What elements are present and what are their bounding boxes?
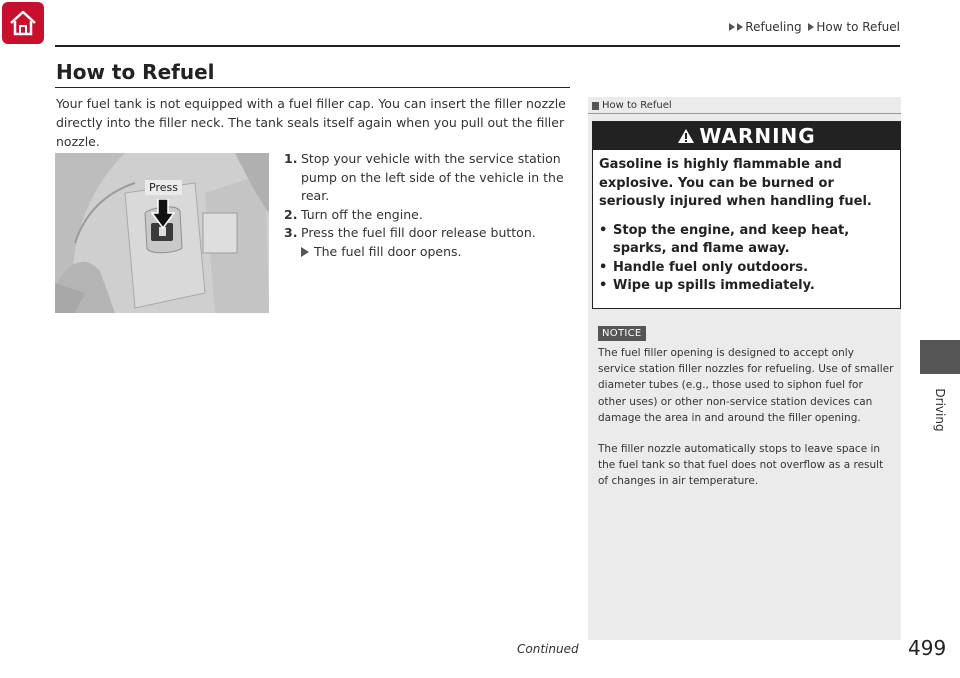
warning-bullet-text: Handle fuel only outdoors. [613,259,809,275]
bullet-dot-icon: • [599,222,608,238]
intro-paragraph: Your fuel tank is not equipped with a fuel filler cap. You can insert the filler nozzle directly into the filler neck. The tank seals itself again when you pull out the filler nozzle. [56,96,566,149]
sidebar-heading [588,97,901,114]
step-result [284,243,574,262]
breadcrumb-arrow-icon [808,23,814,31]
reference-marker-icon [592,102,599,110]
warning-bullet [599,277,892,296]
warning-triangle-icon [677,128,695,144]
warning-bullet-text: Stop the engine, and keep heat, sparks, and flame away. [613,222,850,256]
page-number: 499 [908,636,947,660]
step-item [284,150,574,206]
warning-box [592,121,901,309]
notice-paragraph: The fuel filler opening is designed to accept only service station filler nozzles for refueling. Use of smaller diameter tubes (e.g., those used to siphon fuel for other uses) or other non-service station devices can damage the area in and around the filler opening. [598,347,894,424]
breadcrumb-arrow-icon [737,23,743,31]
header-divider [55,45,900,47]
warning-bullet [599,222,892,259]
sidebar-heading-text: How to Refuel [602,100,672,111]
bullet-dot-icon: • [599,278,608,293]
fuel-door-button-photo [55,153,269,313]
section-tab-label[interactable] [916,390,960,430]
step-result-text: The fuel fill door opens. [314,243,462,259]
notice-text [598,345,894,490]
breadcrumb-item[interactable]: Refueling [745,20,802,34]
title-divider [55,87,570,88]
step-text: Turn off the engine. [301,206,423,222]
result-arrow-icon [301,247,309,257]
breadcrumb [729,20,900,34]
step-text: Stop your vehicle with the service station pump on the left side of the vehicle in the rear. [301,151,564,203]
warning-header [593,122,900,150]
press-label: Press [145,180,182,195]
step-number: 2. [284,206,298,222]
continued-label: Continued [517,642,579,656]
warning-title: WARNING [699,124,816,148]
step-text: Press the fuel fill door release button. [301,225,536,240]
section-tab-text: Driving [933,388,947,432]
warning-bullet [599,259,892,278]
step-item [284,224,574,243]
warning-bullet-text: Wipe up spills immediately. [613,278,815,293]
step-list [284,150,574,261]
breadcrumb-item[interactable]: How to Refuel [816,20,900,34]
home-icon [8,9,38,37]
page-title: How to Refuel [56,60,215,84]
breadcrumb-arrow-icon [729,23,735,31]
home-button[interactable] [2,2,44,44]
notice-badge: NOTICE [598,326,646,341]
bullet-dot-icon: • [599,259,608,275]
section-tab-marker[interactable] [920,340,960,374]
warning-lead: Gasoline is highly flammable and explosive. You can be burned or seriously injured when handling fuel. [599,157,872,209]
notice-paragraph: The filler nozzle automatically stops to leave space in the fuel tank so that fuel does not overflow as a result of changes in air temperature. [598,443,884,488]
arrow-down-icon [151,199,175,229]
step-number: 1. [284,151,298,166]
warning-body [593,150,900,296]
step-number: 3. [284,225,298,240]
step-item [284,206,574,225]
